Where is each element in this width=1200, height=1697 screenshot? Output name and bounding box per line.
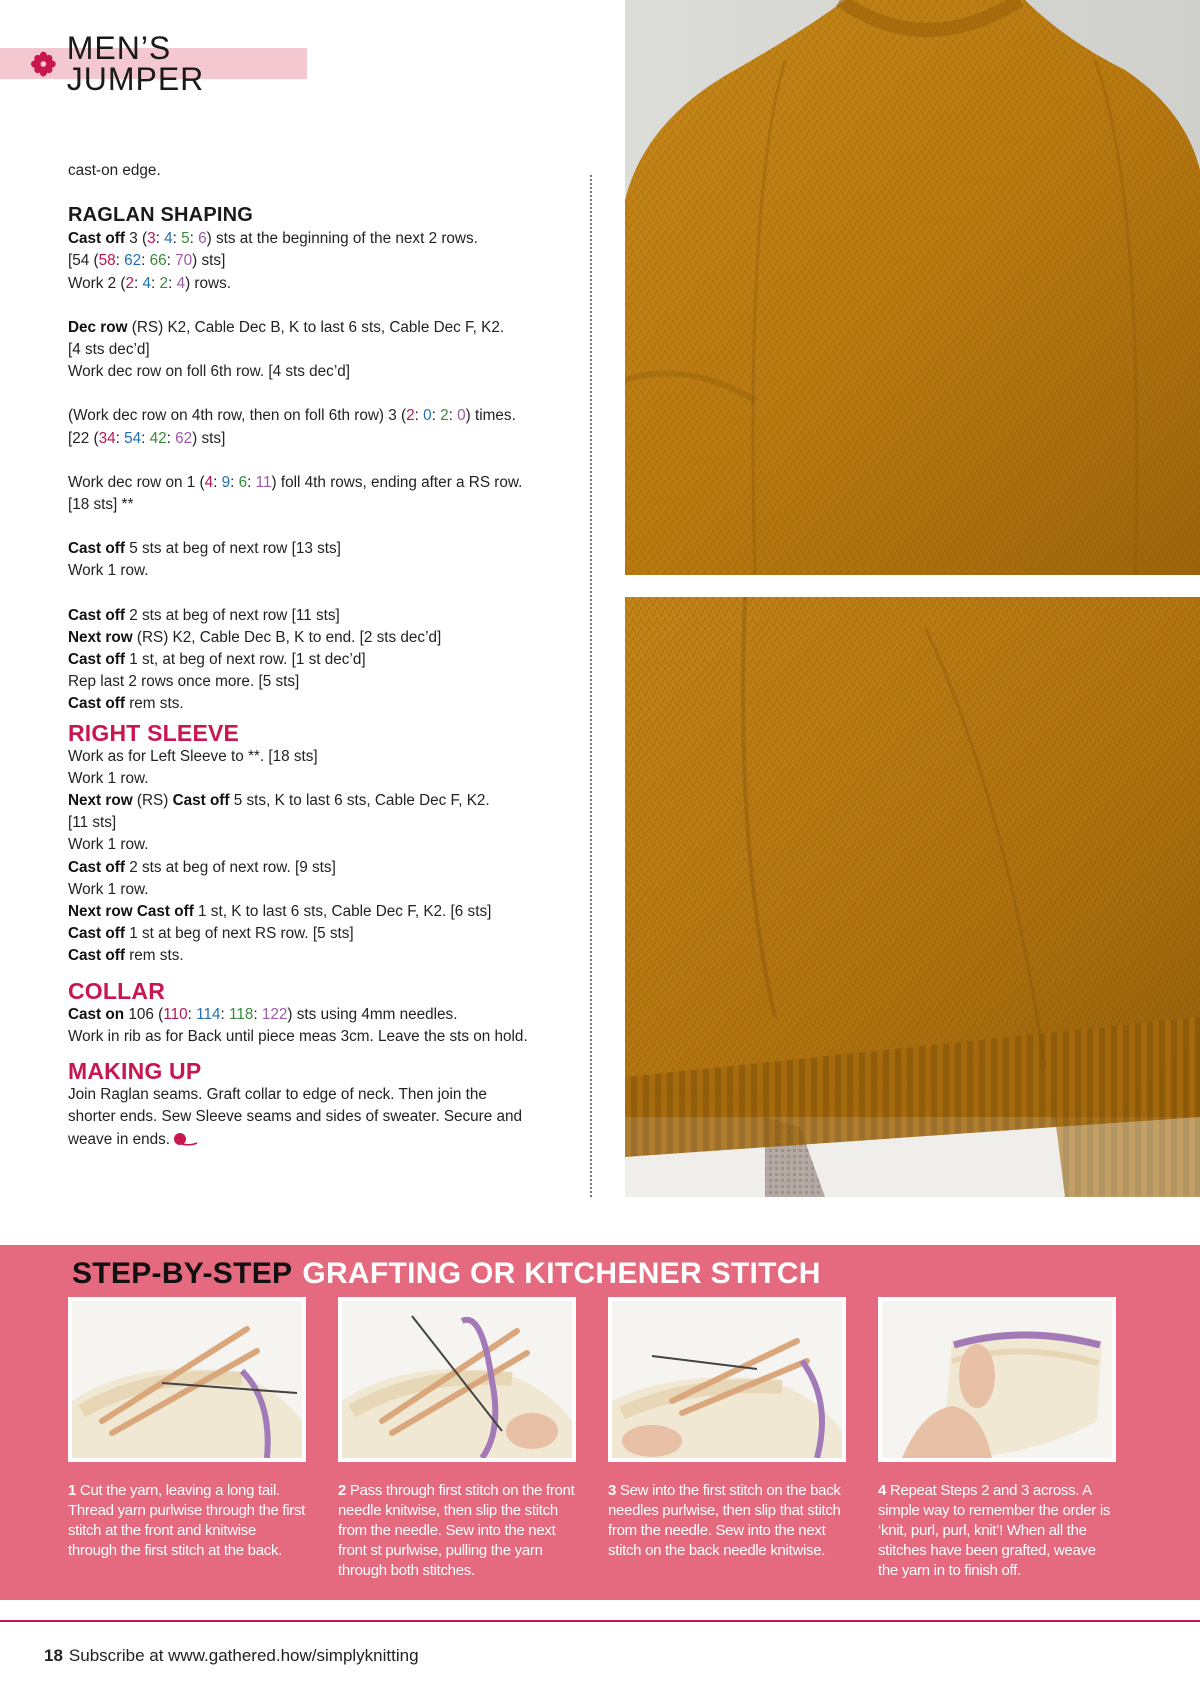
step-photo <box>608 1297 846 1462</box>
step-band-title <box>72 1257 821 1291</box>
footer-rule <box>0 1620 1200 1622</box>
collar-heading: COLLAR <box>68 977 166 1004</box>
step-card <box>878 1297 1116 1581</box>
making-up-heading: MAKING UP <box>68 1058 202 1085</box>
page-section-title: MEN’S JUMPER <box>66 29 205 97</box>
sleeve-line: Work as for Left Sleeve to **. [18 sts] <box>68 747 318 765</box>
step-card <box>608 1297 846 1561</box>
flower-icon <box>30 50 57 78</box>
yarn-ball-end-icon <box>172 1132 198 1146</box>
raglan-line: (Work dec row on 4th row, then on foll 6th row) 3 (2: 0: 2: 0) times. <box>68 407 516 425</box>
subscribe-text: Subscribe at www.gathered.how/simplyknitting <box>68 1646 419 1665</box>
raglan-line: Work dec row on 1 (4: 9: 6: 11) foll 4th rows, ending after a RS row. <box>68 473 523 491</box>
collar-line: Cast on 106 (110: 114: 118: 122) sts using 4mm needles. <box>68 1005 458 1023</box>
collar-line: Work in rib as for Back until piece meas 3cm. Leave the sts on hold. <box>68 1027 528 1045</box>
page-footer <box>44 1646 419 1666</box>
sleeve-line: Cast off rem sts. <box>68 947 184 965</box>
raglan-line: Cast off 5 sts at beg of next row [13 sts] <box>68 540 341 558</box>
step-text: 1 Cut the yarn, leaving a long tail. Thread yarn purlwise through the first stitch at the front and knitwise through the first stitch at the back. <box>68 1482 306 1559</box>
raglan-line: Cast off 2 sts at beg of next row [11 sts] <box>68 606 340 624</box>
sleeve-line: [11 sts] <box>68 814 117 832</box>
step-photo <box>338 1297 576 1462</box>
step-photo <box>878 1297 1116 1462</box>
intro-line: cast-on edge. <box>68 162 161 179</box>
pattern-text-column <box>68 160 588 1151</box>
raglan-line: Rep last 2 rows once more. [5 sts] <box>68 673 300 691</box>
sleeve-line: Work 1 row. <box>68 769 149 787</box>
raglan-heading: RAGLAN SHAPING <box>68 204 254 227</box>
sleeve-line: Cast off 1 st at beg of next RS row. [5 sts] <box>68 925 354 943</box>
raglan-line: Work dec row on foll 6th row. [4 sts dec’d] <box>68 363 350 381</box>
raglan-line: [4 sts dec’d] <box>68 341 150 359</box>
raglan-line: [22 (34: 54: 42: 62) sts] <box>68 429 226 447</box>
raglan-line: Next row (RS) K2, Cable Dec B, K to end. [2 sts dec’d] <box>68 628 442 646</box>
raglan-line: Work 1 row. <box>68 562 149 580</box>
raglan-line: Cast off 3 (3: 4: 5: 6) sts at the beginning of the next 2 rows. <box>68 230 478 248</box>
making-up-line: shorter ends. Sew Sleeve seams and sides of sweater. Secure and <box>68 1108 523 1126</box>
step-band-label: STEP-BY-STEP <box>72 1257 293 1290</box>
section-tag <box>0 29 307 97</box>
step-text: 2 Pass through first stitch on the front needle knitwise, then slip the stitch from the needle. Sew into the next front st purlwise, pulling the yarn through both stitches. <box>338 1482 575 1579</box>
raglan-line: Cast off 1 st, at beg of next row. [1 st dec’d] <box>68 651 366 669</box>
jumper-photo-front <box>625 0 1200 575</box>
step-card <box>68 1297 306 1561</box>
raglan-line: Dec row (RS) K2, Cable Dec B, K to last 6 sts, Cable Dec F, K2. <box>68 318 505 336</box>
raglan-line: Cast off rem sts. <box>68 695 184 713</box>
step-card <box>338 1297 576 1581</box>
making-up-line: weave in ends. <box>68 1129 588 1151</box>
right-sleeve-heading: RIGHT SLEEVE <box>68 719 240 746</box>
sleeve-line: Cast off 2 sts at beg of next row. [9 sts] <box>68 858 336 876</box>
raglan-line: Work 2 (2: 4: 2: 4) rows. <box>68 274 231 292</box>
step-band-technique: GRAFTING OR KITCHENER STITCH <box>302 1257 821 1290</box>
raglan-line: [54 (58: 62: 66: 70) sts] <box>68 252 226 270</box>
step-by-step-band <box>0 1245 1200 1600</box>
sleeve-line: Work 1 row. <box>68 836 149 854</box>
sleeve-line: Next row (RS) Cast off 5 sts, K to last 6 sts, Cable Dec F, K2. <box>68 792 490 810</box>
jumper-photo-sleeve <box>625 597 1200 1197</box>
making-up-line: Join Raglan seams. Graft collar to edge of neck. Then join the <box>68 1086 487 1104</box>
step-text: 4 Repeat Steps 2 and 3 across. A simple way to remember the order is ‘knit, purl, purl, knit’! When all the stitches have been grafted, weave the yarn in to finish off. <box>878 1482 1111 1579</box>
sleeve-line: Next row Cast off 1 st, K to last 6 sts, Cable Dec F, K2. [6 sts] <box>68 903 492 921</box>
column-divider <box>590 175 592 1197</box>
sleeve-line: Work 1 row. <box>68 880 149 898</box>
raglan-line: [18 sts] ** <box>68 496 134 514</box>
page-number: 18 <box>44 1646 63 1665</box>
step-text: 3 Sew into the first stitch on the back needles purlwise, then slip that stitch from the needle. Sew into the next stitch on the back needle knitwise. <box>608 1482 841 1559</box>
step-photo <box>68 1297 306 1462</box>
